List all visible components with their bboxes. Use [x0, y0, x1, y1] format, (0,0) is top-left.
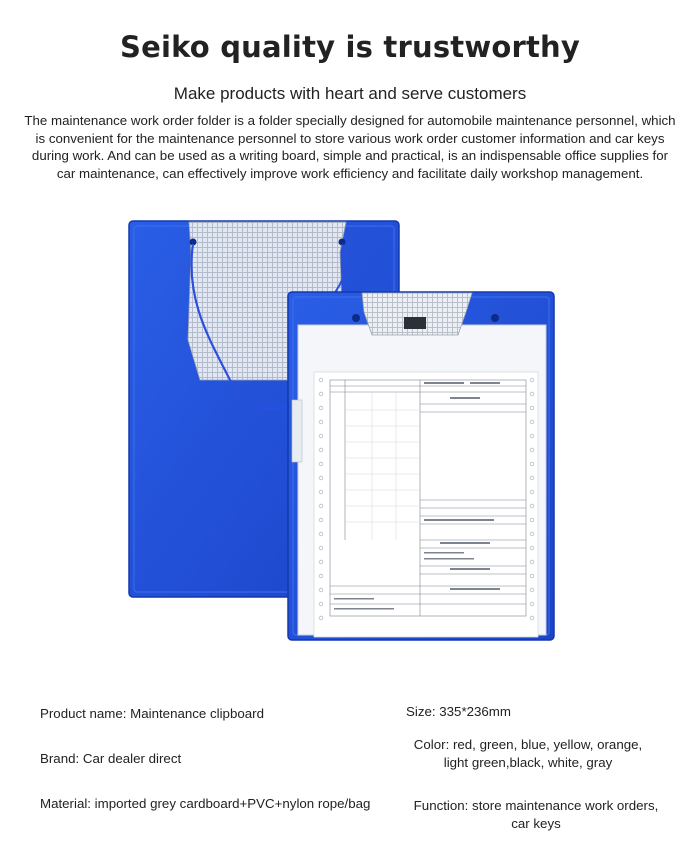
page-subtitle: Make products with heart and serve customers [173, 84, 527, 103]
product-description: The maintenance work order folder is a folder specially designed for automobile maintenance personnel, which is convenient for the maintenance personnel to store various work order customer information and car keys during work. And can be used as a writing board, simple and practical, is an indispensable office supplies for car maintenance, can effectively improve work efficiency and facilitate daily workshop management. [24, 113, 676, 181]
spec-function [400, 797, 672, 833]
spec-function-line2: car keys [511, 816, 561, 831]
spec-material: Material: imported grey cardboard+PVC+nylon rope/bag [40, 796, 371, 811]
spec-product-name: Product name: Maintenance clipboard [40, 706, 264, 721]
back-folder [129, 221, 399, 597]
spec-brand: Brand: Car dealer direct [40, 751, 182, 766]
page-title: Seiko quality is trustworthy [120, 30, 580, 64]
spec-size: Size: 335*236mm [406, 704, 511, 719]
spec-color [400, 736, 656, 772]
spec-function-line1: Function: store maintenance work orders, [413, 798, 659, 813]
front-folder [288, 292, 554, 640]
spec-color-line1: Color: red, green, blue, yellow, orange, [413, 737, 643, 752]
spec-color-line2: light green,black, white, gray [443, 755, 613, 770]
